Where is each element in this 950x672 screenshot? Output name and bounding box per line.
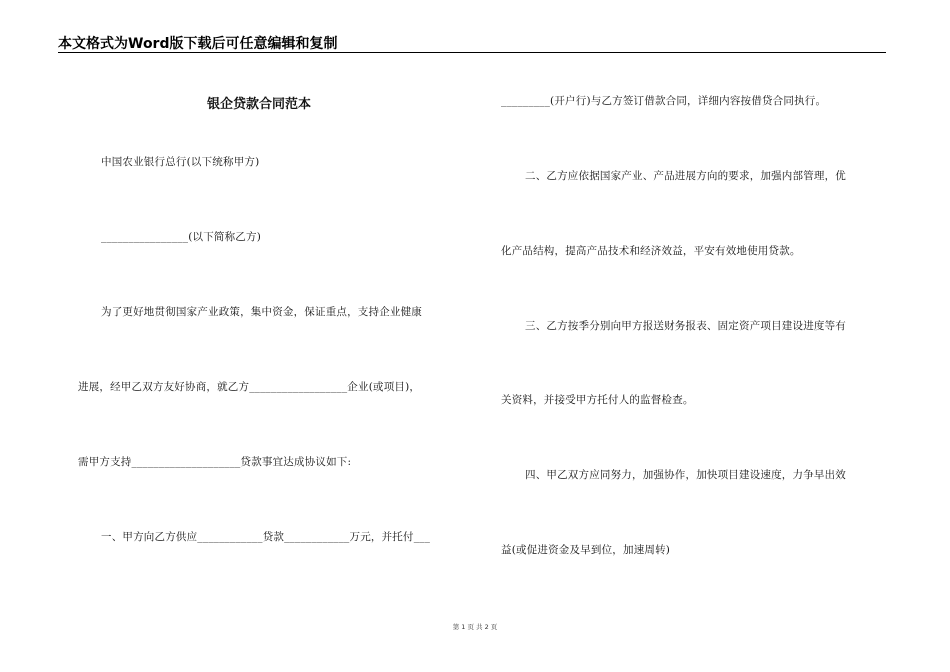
- document-title: 银企贷款合同范本: [207, 97, 312, 112]
- header-divider: [58, 52, 886, 53]
- paragraph-line: 一、甲方向乙方供应____________贷款____________万元，并托付___: [101, 531, 431, 543]
- paragraph-line: 关资料，并接受甲方托付人的监督检查。: [501, 394, 694, 406]
- page-number-indicator: 第 1 页 共 2 页: [452, 623, 498, 631]
- paragraph-line: ________________(以下简称乙方): [101, 231, 261, 243]
- paragraph-line: 益(或促进资金及早到位，加速周转): [501, 544, 671, 556]
- page-header-text: 本文格式为Word版下载后可任意编辑和复制: [58, 36, 338, 52]
- paragraph-line: 进展，经甲乙双方友好协商，就乙方__________________企业(或项目)，: [78, 381, 421, 393]
- paragraph-line: _________(开户行)与乙方签订借款合同，详细内容按借贷合同执行。: [501, 95, 827, 107]
- paragraph-line: 中国农业银行总行(以下统称甲方): [101, 156, 260, 168]
- paragraph-line: 为了更好地贯彻国家产业政策，集中资金，保证重点，支持企业健康: [101, 306, 422, 318]
- paragraph-line: 二、乙方应依据国家产业、产品进展方向的要求，加强内部管理，优: [525, 170, 846, 182]
- paragraph-line: 四、甲乙双方应同努力，加强协作，加快项目建设速度，力争早出效: [525, 469, 846, 481]
- paragraph-line: 需甲方支持____________________贷款事宜达成协议如下:: [78, 456, 352, 468]
- paragraph-line: 三、乙方按季分别向甲方报送财务报表、固定资产项目建设进度等有: [525, 320, 846, 332]
- paragraph-line: 化产品结构，提高产品技术和经济效益，平安有效地使用贷款。: [501, 245, 801, 257]
